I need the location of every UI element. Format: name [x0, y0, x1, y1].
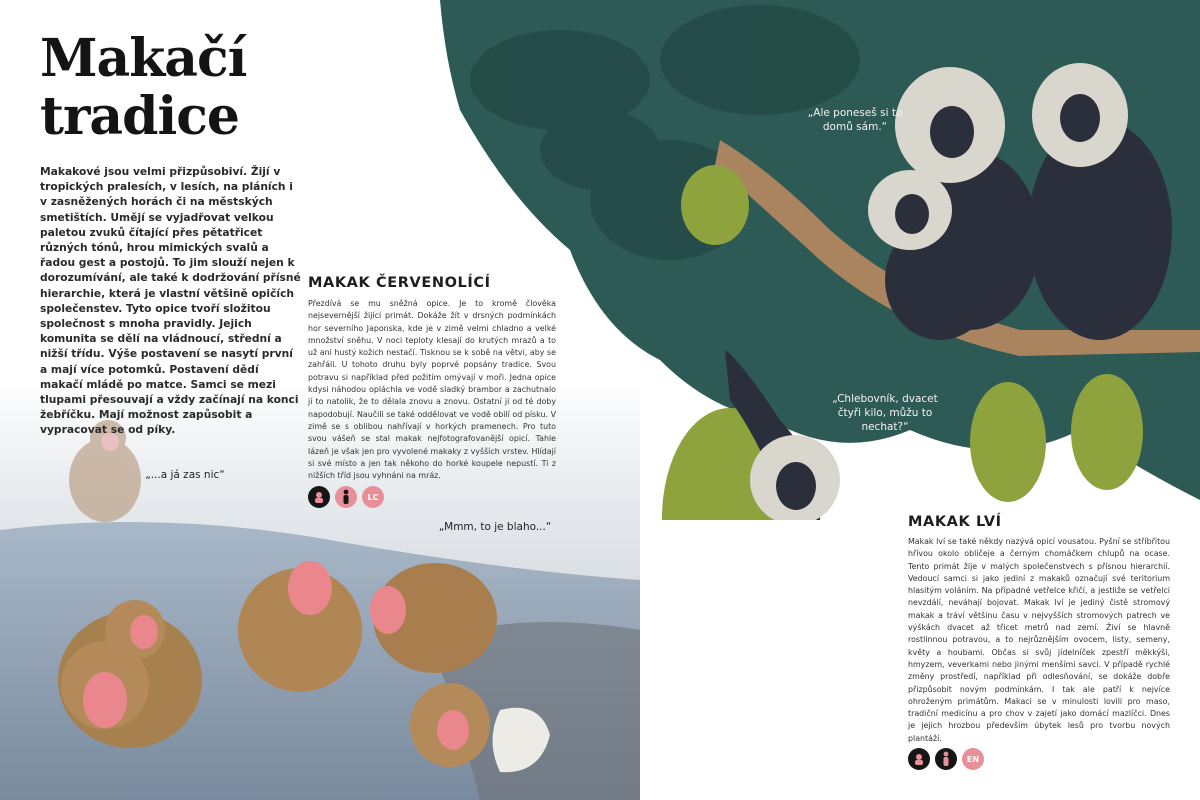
species1-heading: MAKAK ČERVENOLÍCÍ: [308, 275, 491, 291]
species2-heading: MAKAK LVÍ: [908, 514, 1002, 530]
species1-icons: [308, 486, 384, 508]
species2-icons: [908, 748, 984, 770]
human-figure-icon: [935, 748, 957, 770]
page-title: [40, 30, 380, 146]
species1-description: Přezdívá se mu sněžná opice. Je to kromě člověka nejsevernější žijící primát. Dokáže žít v drsných podmínkách hor severního Japonska, kde je v zimě velmi chladno a velké množství sněhu. V noci teploty klesají do krutých mrazů a to už ani hustý kožich nestačí. Tisknou se k sobě na větvi, aby se zahřáli. U tohoto druhu byly poprvé popsány tradice. Svou potravu si například před požitím omývají v moři. Jedna opice kdysi náhodou opláchla ve vodě sladký brambor a zachutnalo jí to natolik, že to dělala znovu a znovu. Ostatní ji od té doby napodobují. Naučili se také oddělovat ve vodě obilí od písku. V zimě se s oblibou nahřívají v horkých pramenech. Pro tuto svou vášeň se stal makak nejfotografovanější opicí. Tahle lázeň je však jen pro vyvolené makaky z vyšších vrstev. Hlídají si své místo a jen tak někoho do horké koupele nepustí. Ti z nižších tříd jsou vyhnáni na mráz.: [308, 299, 556, 481]
species2-description: Makak lví se také někdy nazývá opicí vousatou. Pyšní se stříbřitou hřívou okolo obličeje a černým chomáčkem chlupů na ocase. Tento primát žije v malých společenstvech s přísnou hierarchií. Vedoucí samci si jako jediní z makaků označují své teritorium hlasitým voláním. Na případné vetřelce křičí, a jestliže se vetřelci nevzdálí, neváhají bojovat. Makak lví je jediný čistě stromový makak a tráví většinu času v nejvyšších stromových patrech ve výškách dvacet až třicet metrů nad zemí. Živí se hlavně rostlinnou potravou, a to nejrůznějším ovocem, listy, semeny, květy a houbami. Občas si svůj jídelníček zpestří měkkýši, hmyzem, veverkami nebo jinými menšími savci. V případě rychlé změny prostředí, například při odlesňování, se dokáže dobře přizpůsobit novým podmínkám. I tak ale patří k nejvíce ohroženým primátům. Makaci se v minulosti lovili pro maso, tradiční medicínu a pro chov v zajetí jako domácí mazlíčci. Dnes je jejich hrozbou především úbytek lesů pro tvorbu nových plantáží.: [908, 537, 1170, 743]
quote-carry-home: „Ale poneseš si to domů sám.“: [807, 107, 903, 133]
human-figure-icon: [335, 486, 357, 508]
status-badge: LC: [362, 486, 384, 508]
page-title-line1: Makačí: [40, 28, 247, 89]
intro-paragraph: Makakové jsou velmi přizpůsobiví. Žijí v tropických pralesích, v lesích, na pláních i v zasněžených horách či na městských smetištích. Umějí se vyjadřovat velkou paletou zvuků čítající přes pětatřicet různých tónů, hrou mimických svalů a řadou gest a postojů. To jim slouží nejen k dorozumívání, ale také k dodržování přísné hierarchie, která je vlastní většině opičích společenstev. Tyto opice tvoří složitou společnost s mnoha pravidly. Jejich komunita se dělí na vládnoucí, střední a nižší třídu. Výše postavení se nasytí první a mají více potomků. Postavení dědí makačí mládě po matce. Samci se mezi tlupami přesouvají a vždy začínají na konci žebříčku. Mají možnost zapůsobit a vypracovat se od píky.: [40, 165, 301, 437]
silhouette-icon: [908, 748, 930, 770]
page-title-line2: tradice: [40, 86, 239, 147]
silhouette-icon: [308, 486, 330, 508]
quote-bliss: „Mmm, to je blaho...“: [438, 521, 552, 533]
status-badge: EN: [962, 748, 984, 770]
quote-nothing: „...a já zas nic“: [145, 469, 225, 481]
quote-breadfruit: „Chlebovník, dvacet čtyři kilo, můžu to nechat?“: [832, 393, 938, 433]
